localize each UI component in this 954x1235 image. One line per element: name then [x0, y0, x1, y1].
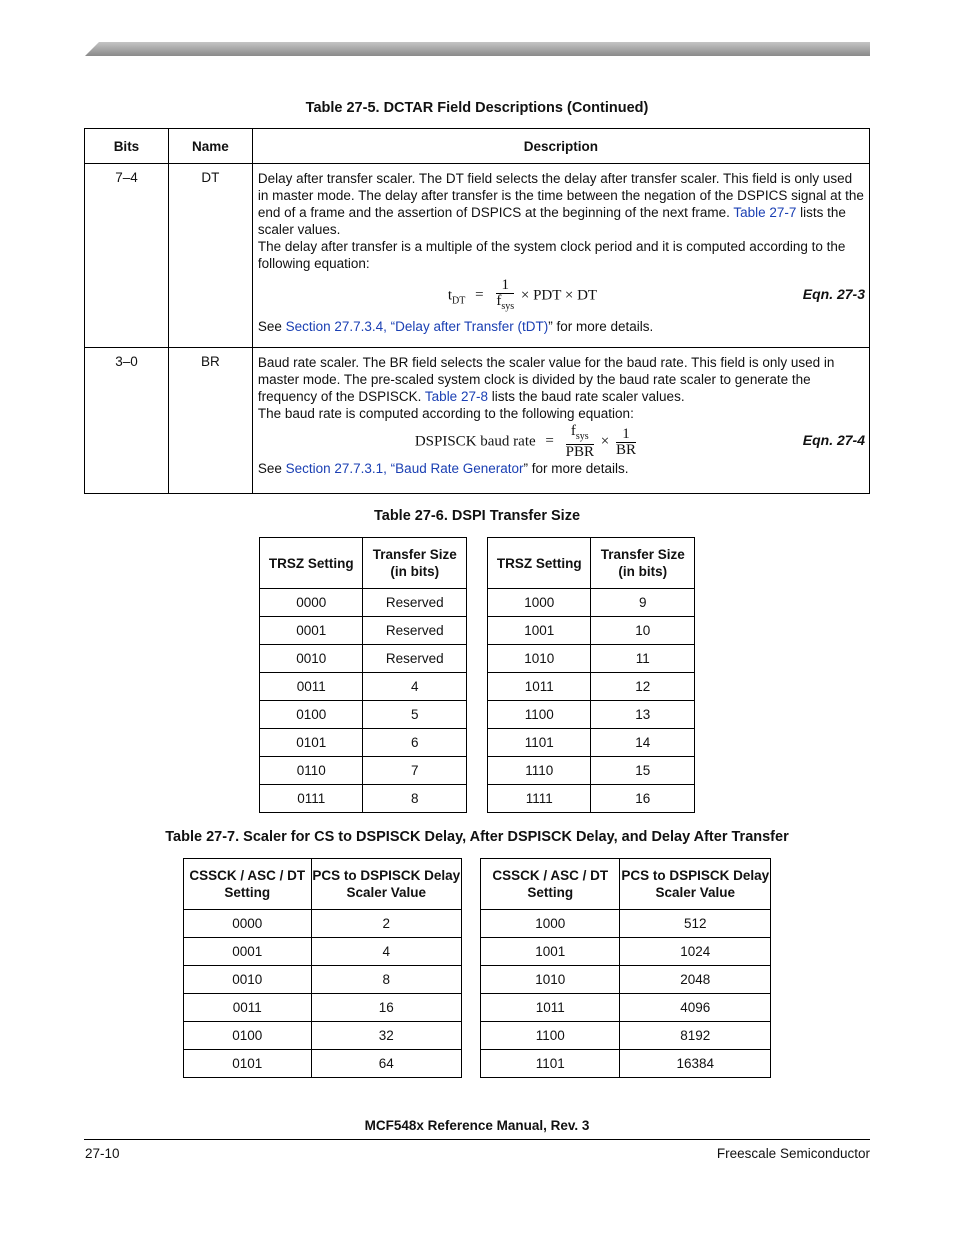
- header-bar: [85, 42, 870, 56]
- cell-setting: 0011: [184, 994, 312, 1022]
- table-row: [481, 994, 771, 1022]
- column-header-bits: Bits: [85, 129, 169, 164]
- fraction: $\frac{1}{f_{sys}}$: [496, 277, 515, 312]
- table-6-caption: Table 27-6. DSPI Transfer Size: [373, 508, 581, 524]
- table-row: [488, 701, 695, 729]
- description-cell: [252, 348, 869, 494]
- table-row: [481, 910, 771, 938]
- transfer-size-table-left: [259, 537, 467, 813]
- description-paragraph: Baud rate scaler. The BR field selects the scaler value for the baud rate. This field is only used in master mode. The pre-scaled system clock is divided by the baud rate scaler to generate the frequency of the DSPISCK. Table 27-8 lists the baud rate scaler values.: [257, 355, 835, 404]
- bits-cell: 3–0: [85, 348, 169, 494]
- name-cell: DT: [168, 164, 252, 348]
- cell-setting: 1001: [488, 617, 591, 645]
- cell-setting: 1011: [488, 673, 591, 701]
- column-header-value: PCS to DSPISCK Delay Scaler Value: [311, 859, 461, 910]
- cell-value: 2048: [620, 966, 771, 994]
- cell-setting: 1000: [481, 910, 620, 938]
- dctar-table: [84, 128, 870, 494]
- column-header-setting: CSSCK / ASC / DT Setting: [481, 859, 620, 910]
- table-5-caption: Table 27-5. DCTAR Field Descriptions (Continued): [305, 100, 649, 116]
- cell-value: 16384: [620, 1050, 771, 1078]
- delay-scaler-table-right: [480, 858, 771, 1078]
- table-row: [488, 589, 695, 617]
- cell-setting: 1010: [481, 966, 620, 994]
- equation-br: DSPISCK baud rate = $\frac{f_{sys}}{\text{PBR}}$ × $\frac{1}{BR}$ Eqn. 27-4: [414, 423, 865, 460]
- table-row: [481, 1050, 771, 1078]
- cell-value: 16: [311, 994, 461, 1022]
- cell-setting: 1111: [488, 785, 591, 813]
- cell-size: 7: [363, 757, 467, 785]
- column-header-name: Name: [168, 129, 252, 164]
- table-27-7-link[interactable]: Table 27-7: [733, 205, 797, 220]
- table-row: [184, 994, 462, 1022]
- cell-setting: 1000: [488, 589, 591, 617]
- cell-value: 32: [311, 1022, 461, 1050]
- table-header-row: [85, 129, 870, 164]
- cell-setting: 0000: [184, 910, 312, 938]
- cell-setting: 0101: [184, 1050, 312, 1078]
- description-cell: [252, 164, 869, 348]
- table-header-row: [184, 859, 462, 910]
- footer-divider: [84, 1139, 870, 1140]
- fraction: $\frac{1}{BR}$: [615, 425, 636, 458]
- table-row: [488, 729, 695, 757]
- cell-size: 6: [363, 729, 467, 757]
- table-row: [184, 1022, 462, 1050]
- cell-size: 13: [591, 701, 695, 729]
- table-7-caption: Table 27-7. Scaler for CS to DSPISCK Delay, After DSPISCK Delay, and Delay After Transfer: [165, 829, 789, 845]
- table-row: [184, 1050, 462, 1078]
- table-row: [488, 645, 695, 673]
- table-row: [260, 617, 467, 645]
- table-row: [260, 645, 467, 673]
- name-cell: BR: [168, 348, 252, 494]
- table-row: [260, 589, 467, 617]
- cell-size: 5: [363, 701, 467, 729]
- table-row: [481, 1022, 771, 1050]
- equation-label: Eqn. 27-4: [802, 432, 865, 448]
- equation-label: Eqn. 27-3: [802, 286, 865, 302]
- table-header-row: [488, 538, 695, 589]
- cell-setting: 1100: [488, 701, 591, 729]
- cell-value: 512: [620, 910, 771, 938]
- fraction: $\frac{f_{sys}}{\text{PBR}}$: [565, 423, 594, 460]
- table-row: [260, 729, 467, 757]
- column-header-description: Description: [252, 129, 869, 164]
- see-also: See Section 27.7.3.4, “Delay after Transfer (tDT)” for more details.: [257, 319, 654, 334]
- document-title: MCF548x Reference Manual, Rev. 3: [364, 1118, 590, 1133]
- table-row: [481, 938, 771, 966]
- company-name: Freescale Semiconductor: [716, 1146, 870, 1161]
- cell-setting: 0101: [260, 729, 363, 757]
- table-header-row: [481, 859, 771, 910]
- cell-value: 4: [311, 938, 461, 966]
- cell-setting: 0000: [260, 589, 363, 617]
- equation-dt: $t_{DT}$ = $\frac{1}{f_{sys}}$ × PDT × DT Eqn. 27-3: [447, 277, 865, 312]
- table-row: [488, 785, 695, 813]
- column-header-setting: TRSZ Setting: [260, 538, 363, 589]
- table-header-row: [260, 538, 467, 589]
- column-header-size: Transfer Size (in bits): [363, 538, 467, 589]
- bits-cell: 7–4: [85, 164, 169, 348]
- cell-value: 4096: [620, 994, 771, 1022]
- see-also: See Section 27.7.3.1, “Baud Rate Generator” for more details.: [257, 461, 629, 476]
- table-row: [260, 701, 467, 729]
- cell-setting: 1110: [488, 757, 591, 785]
- cell-size: Reserved: [363, 645, 467, 673]
- cell-value: 64: [311, 1050, 461, 1078]
- table-row: [488, 673, 695, 701]
- cell-value: 8192: [620, 1022, 771, 1050]
- cell-size: 14: [591, 729, 695, 757]
- cell-size: 4: [363, 673, 467, 701]
- cell-setting: 1101: [481, 1050, 620, 1078]
- table-row-br: [85, 348, 870, 494]
- table-row: [488, 757, 695, 785]
- cell-size: Reserved: [363, 617, 467, 645]
- table-row: [260, 785, 467, 813]
- table-row: [260, 673, 467, 701]
- cell-setting: 1100: [481, 1022, 620, 1050]
- cell-value: 8: [311, 966, 461, 994]
- section-link-delay-after-transfer[interactable]: Section 27.7.3.4, “Delay after Transfer (tDT): [285, 319, 549, 334]
- cell-size: 9: [591, 589, 695, 617]
- table-row: [184, 910, 462, 938]
- cell-setting: 0010: [260, 645, 363, 673]
- cell-size: 8: [363, 785, 467, 813]
- cell-value: 2: [311, 910, 461, 938]
- column-header-setting: CSSCK / ASC / DT Setting: [184, 859, 312, 910]
- cell-setting: 0001: [260, 617, 363, 645]
- description-paragraph: The baud rate is computed according to the following equation:: [257, 406, 634, 421]
- cell-setting: 1010: [488, 645, 591, 673]
- cell-setting: 1001: [481, 938, 620, 966]
- cell-setting: 0001: [184, 938, 312, 966]
- cell-setting: 0111: [260, 785, 363, 813]
- description-paragraph: The delay after transfer is a multiple of the system clock period and it is computed according to the following equation:: [257, 239, 846, 271]
- transfer-size-table-right: [487, 537, 695, 813]
- cell-setting: 0010: [184, 966, 312, 994]
- cell-size: 11: [591, 645, 695, 673]
- table-row: [184, 966, 462, 994]
- cell-setting: 0110: [260, 757, 363, 785]
- cell-size: 12: [591, 673, 695, 701]
- cell-setting: 1101: [488, 729, 591, 757]
- table-row: [260, 757, 467, 785]
- cell-size: 15: [591, 757, 695, 785]
- page-number: 27-10: [85, 1146, 120, 1161]
- table-row: [488, 617, 695, 645]
- table-row: [184, 938, 462, 966]
- table-row-dt: [85, 164, 870, 348]
- section-link-baud-rate-generator[interactable]: Section 27.7.3.1, “Baud Rate Generator: [285, 461, 524, 476]
- cell-size: 10: [591, 617, 695, 645]
- cell-setting: 0011: [260, 673, 363, 701]
- cell-value: 1024: [620, 938, 771, 966]
- cell-setting: 0100: [184, 1022, 312, 1050]
- description-paragraph: Delay after transfer scaler. The DT field selects the delay after transfer scaler. This field is only used in master mode. The delay after transfer is the time between the negation of the DSPICS signal at the end of a frame and the assertion of DSPICS at the beginning of the next frame. Table 27-7 lists the scaler values.: [257, 171, 864, 237]
- column-header-value: PCS to DSPISCK Delay Scaler Value: [620, 859, 771, 910]
- column-header-setting: TRSZ Setting: [488, 538, 591, 589]
- cell-size: Reserved: [363, 589, 467, 617]
- table-27-8-link[interactable]: Table 27-8: [424, 389, 488, 404]
- delay-scaler-table-left: [183, 858, 462, 1078]
- cell-setting: 0100: [260, 701, 363, 729]
- cell-size: 16: [591, 785, 695, 813]
- column-header-size: Transfer Size (in bits): [591, 538, 695, 589]
- cell-setting: 1011: [481, 994, 620, 1022]
- table-row: [481, 966, 771, 994]
